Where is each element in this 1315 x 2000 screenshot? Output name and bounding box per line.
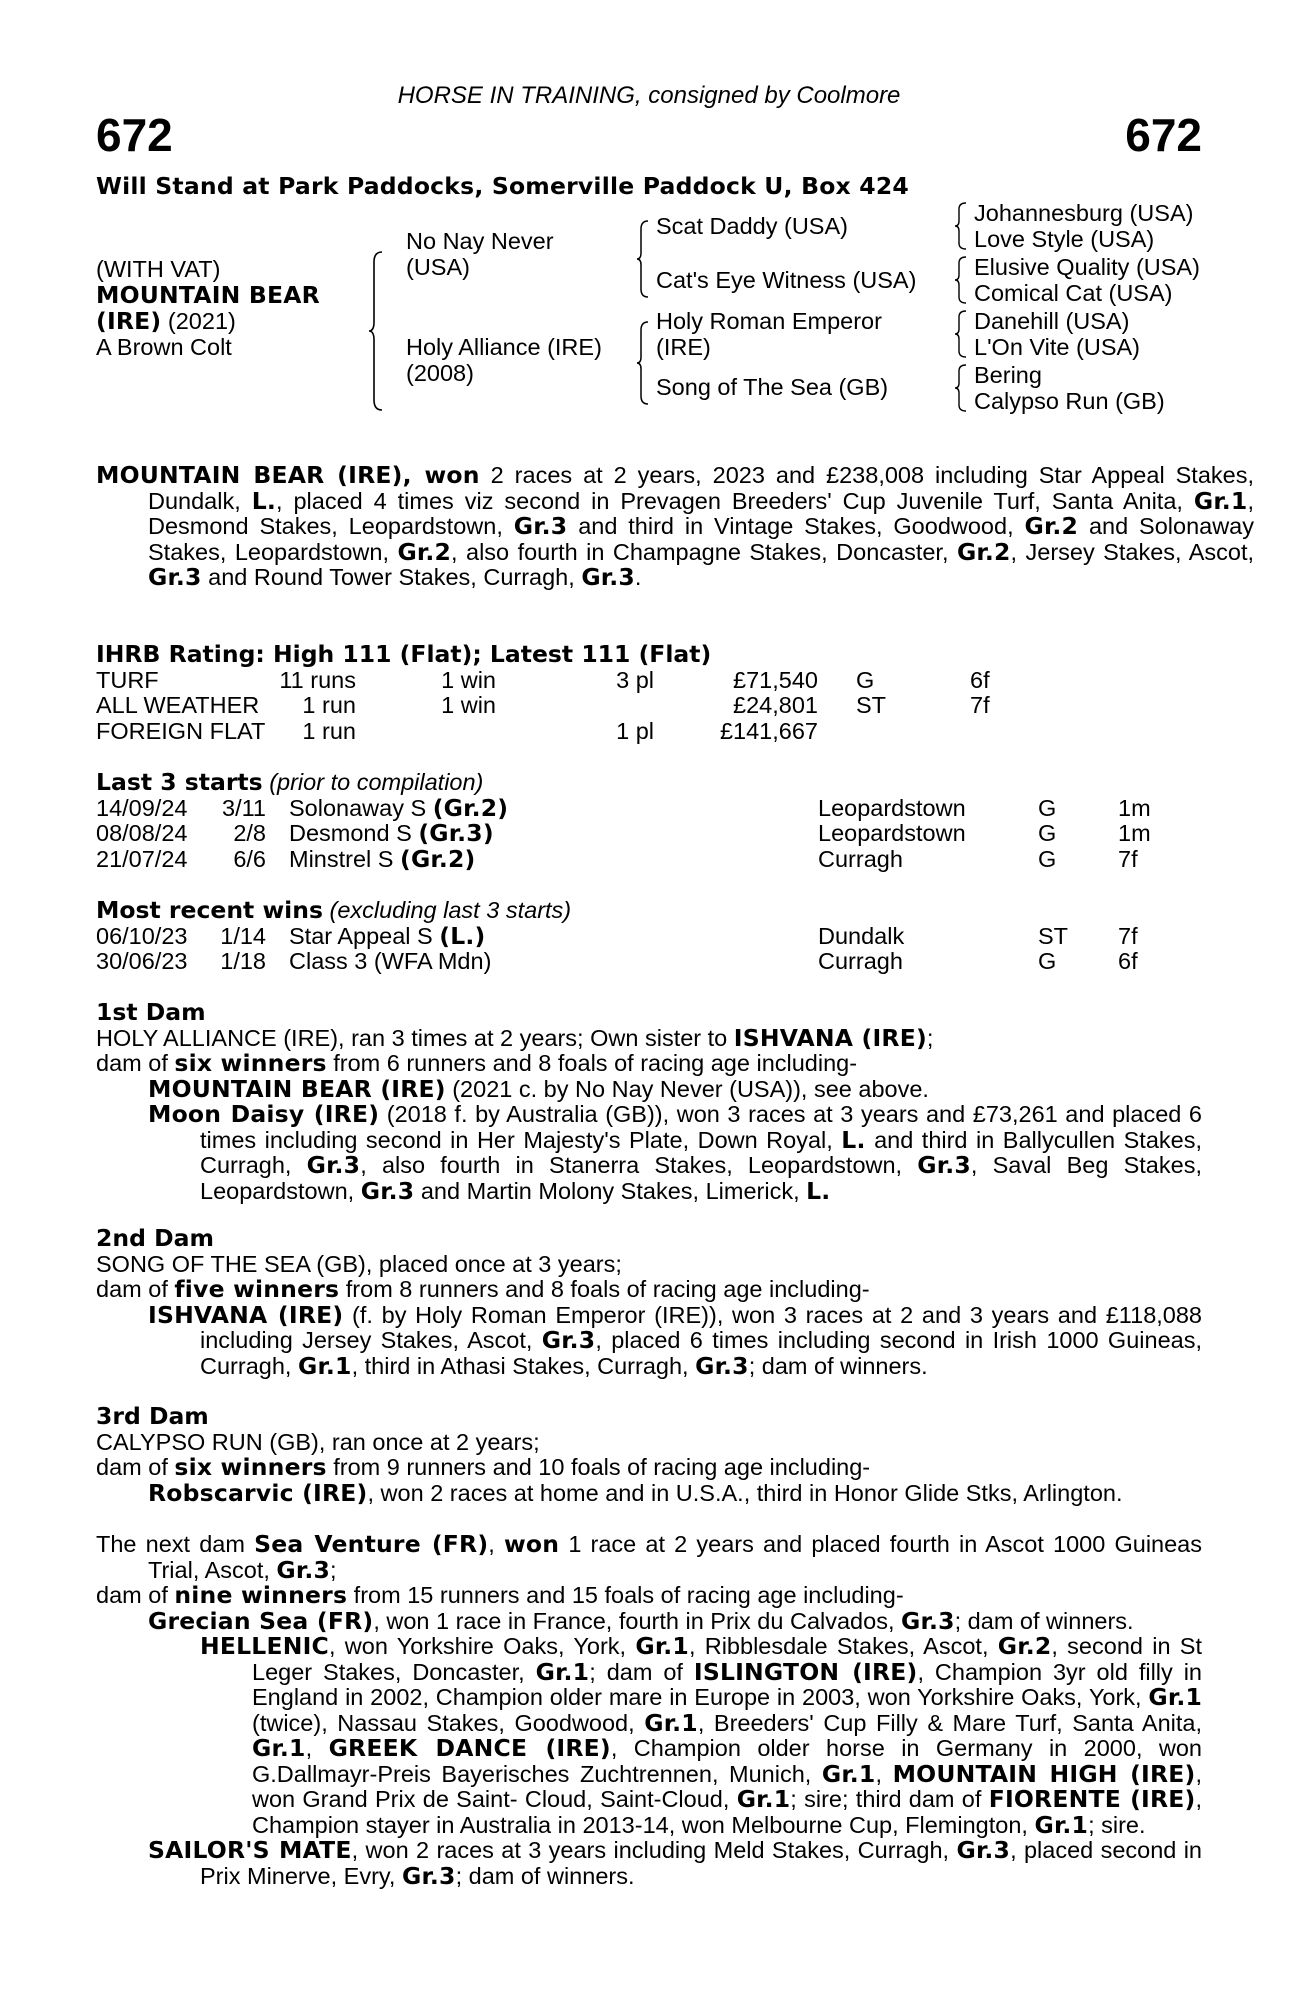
gg-2: Love Style (USA) <box>974 226 1155 252</box>
gg-6: L'On Vite (USA) <box>974 334 1141 360</box>
horse-origin-year: (IRE) (2021) <box>96 307 236 335</box>
brace-sire-side <box>636 219 650 299</box>
rating-row <box>96 719 1202 745</box>
recent-wins-title: Most recent wins (excluding last 3 starts) <box>96 896 572 924</box>
rating-pl: 3 pl <box>616 666 654 693</box>
race-name: Desmond S (Gr.3) <box>289 819 494 847</box>
race-date: 30/06/23 <box>96 948 188 974</box>
rating-wins: 1 win <box>441 692 496 718</box>
race-course: Curragh <box>818 948 903 974</box>
third-dam-title: 3rd Dam <box>96 1402 209 1430</box>
race-summary: MOUNTAIN BEAR (IRE), won 2 races at 2 years, 2023 and £238,008 including Star Appeal Stakes, Dundalk, L., placed 4 times viz second in Prevagen Breeders' Cup Juvenile Turf, Santa Anita, Gr.1, Desmond Stakes, Leopardstown, Gr.3 and third in Vintage Stakes, Goodwood, Gr.2 and Solonaway Stakes, Leopardstown, Gr.2, also fourth in Champagne Stakes, Doncaster, Gr.2, Jersey Stakes, Ascot, Gr.3 and Round Tower Stakes, Curragh, Gr.3. <box>96 461 1255 591</box>
dam-sire: Holy Roman Emperor <box>656 308 882 334</box>
first-dam-foal-1: MOUNTAIN BEAR (IRE) (2021 c. by No Nay Never (USA)), see above. <box>148 1074 929 1103</box>
gg-5: Danehill (USA) <box>974 308 1130 334</box>
rating-prize: £141,667 <box>719 717 818 744</box>
first-dam-title: 1st Dam <box>96 998 206 1026</box>
race-pos: 1/14 <box>220 922 266 949</box>
race-name: Class 3 (WFA Mdn) <box>289 948 492 974</box>
brace-ss <box>954 201 968 251</box>
gg-8: Calypso Run (GB) <box>974 388 1165 414</box>
brace-gen1 <box>368 250 384 412</box>
gg-4: Comical Cat (USA) <box>974 280 1173 306</box>
race-row <box>96 844 1202 873</box>
rating-dist: 6f <box>970 666 990 693</box>
race-dist: 1m <box>1118 794 1151 821</box>
last-starts-title: Last 3 starts (prior to compilation) <box>96 768 484 796</box>
first-dam-foal-2: Moon Daisy (IRE) (2018 f. by Australia (GB)), won 3 races at 3 years and £73,261 and placed 6 times including second in Her Majesty's Plate, Down Royal, L. and third in Ballycullen Stakes, Curragh, Gr.3, also fourth in Stanerra Stakes, Leopardstown, Gr.3, Saval Beg Stakes, Leopardstown, Gr.3 and Martin Molony Stakes, Limerick, L. <box>148 1100 1202 1205</box>
next-dam-section <box>96 1532 1202 1889</box>
race-course: Curragh <box>818 845 903 872</box>
rating-runs: 1 run <box>302 717 356 744</box>
horse-name: MOUNTAIN BEAR <box>96 281 320 309</box>
race-dist: 7f <box>1118 845 1138 872</box>
sire-name: No Nay Never <box>406 228 554 254</box>
last-starts-section <box>96 770 1202 872</box>
lot-number-left: 672 <box>96 109 173 161</box>
rating-section <box>96 642 1202 744</box>
rating-surface: FOREIGN FLAT <box>96 717 266 744</box>
recent-wins-section <box>96 898 1202 975</box>
rating-prize: £71,540 <box>733 666 818 693</box>
first-dam-line: HOLY ALLIANCE (IRE), ran 3 times at 2 years; Own sister to ISHVANA (IRE); <box>96 1023 934 1052</box>
race-going: G <box>1038 820 1057 846</box>
sire-sire: Scat Daddy (USA) <box>656 213 848 239</box>
brace-dam-side <box>636 320 650 406</box>
rating-surface: TURF <box>96 666 159 693</box>
race-dist: 7f <box>1118 922 1138 949</box>
rating-wins: 1 win <box>441 666 496 693</box>
race-date: 14/09/24 <box>96 794 188 821</box>
race-course: Leopardstown <box>818 794 966 821</box>
race-name: Solonaway S (Gr.2) <box>289 793 509 822</box>
race-course: Leopardstown <box>818 820 966 846</box>
race-course: Dundalk <box>818 922 905 949</box>
race-going: ST <box>1038 922 1069 949</box>
race-name: Minstrel S (Gr.2) <box>289 844 476 873</box>
rating-runs: 11 runs <box>279 666 356 693</box>
rating-prize: £24,801 <box>733 692 818 718</box>
rating-dist: 7f <box>970 692 990 718</box>
first-dam-section <box>96 1000 1202 1204</box>
stand-location: Will Stand at Park Paddocks, Somerville Paddock U, Box 424 <box>96 172 909 200</box>
next-dam-grandfoal-hellenic: HELLENIC, won Yorkshire Oaks, York, Gr.1, Ribblesdale Stakes, Ascot, Gr.2, second in St Leger Stakes, Doncaster, Gr.1; dam of ISLINGTON (IRE), Champion 3yr old filly in England in 2002, Champion older mare in Europe in 2003, won Yorkshire Oaks, York, Gr.1 (twice), Nassau Stakes, Goodwood, Gr.1, Breeders' Cup Filly & Mare Turf, Santa Anita, Gr.1, GREEK DANCE (IRE), Champion older horse in Germany in 2000, won G.Dallmayr-Preis Bayerisches Zuchtrennen, Munich, Gr.1, MOUNTAIN HIGH (IRE), won Grand Prix de Saint- Cloud, Saint-Cloud, Gr.1; sire; third dam of FIORENTE (IRE), Champion stayer in Australia in 2013-14, won Melbourne Cup, Flemington, Gr.1; sire. <box>200 1632 1203 1839</box>
race-row <box>96 921 1202 950</box>
pedigree-table <box>96 200 1226 425</box>
race-date: 21/07/24 <box>96 845 188 872</box>
rating-runs: 1 run <box>302 692 356 718</box>
vat-note: (WITH VAT) <box>96 256 221 282</box>
race-pos: 1/18 <box>220 948 266 974</box>
consignor-subtitle: HORSE IN TRAINING, consigned by Coolmore <box>397 82 901 109</box>
race-going: G <box>1038 845 1057 872</box>
rating-surface: ALL WEATHER <box>96 692 260 718</box>
second-dam-title: 2nd Dam <box>96 1224 214 1252</box>
second-dam-produce: dam of five winners from 8 runners and 8 foals of racing age including- <box>96 1275 870 1303</box>
third-dam-foal-1: Robscarvic (IRE), won 2 races at home and in U.S.A., third in Honor Glide Stks, Arlington. <box>148 1478 1123 1507</box>
rating-row <box>96 693 1202 719</box>
race-going: G <box>1038 948 1057 974</box>
second-dam-line: SONG OF THE SEA (GB), placed once at 3 years; <box>96 1250 622 1277</box>
brace-sd <box>954 255 968 305</box>
dam-name: Holy Alliance (IRE) <box>406 334 602 360</box>
race-row <box>96 793 1202 822</box>
rating-going: ST <box>856 692 887 718</box>
rating-pl: 1 pl <box>616 717 654 744</box>
race-date: 08/08/24 <box>96 820 188 846</box>
next-dam-line: The next dam Sea Venture (FR), won 1 race at 2 years and placed fourth in Ascot 1000 Guineas Trial, Ascot, Gr.3; <box>96 1530 1202 1584</box>
dam-sire-origin: (IRE) <box>656 334 711 360</box>
next-dam-foal-grecian-sea: Grecian Sea (FR), won 1 race in France, fourth in Prix du Calvados, Gr.3; dam of winners. <box>148 1606 1134 1635</box>
brace-ds <box>954 309 968 359</box>
race-going: G <box>1038 794 1057 821</box>
next-dam-produce: dam of nine winners from 15 runners and 15 foals of racing age including- <box>96 1581 904 1609</box>
rating-row <box>96 668 1202 694</box>
second-dam-foal-1: ISHVANA (IRE) (f. by Holy Roman Emperor (IRE)), won 3 races at 2 and 3 years and £118,088 including Jersey Stakes, Ascot, Gr.3, placed 6 times including second in Irish 1000 Guineas, Curragh, Gr.1, third in Athasi Stakes, Curragh, Gr.3; dam of winners. <box>148 1300 1203 1380</box>
horse-description: A Brown Colt <box>96 334 232 360</box>
gg-3: Elusive Quality (USA) <box>974 254 1200 280</box>
sire-origin: (USA) <box>406 254 470 280</box>
third-dam-section <box>96 1404 1202 1506</box>
race-name: Star Appeal S (L.) <box>289 921 486 950</box>
dam-dam: Song of The Sea (GB) <box>656 374 889 400</box>
race-date: 06/10/23 <box>96 922 188 949</box>
dam-year: (2008) <box>406 360 474 386</box>
race-pos: 3/11 <box>222 794 266 821</box>
lot-number-right: 672 <box>1125 109 1202 161</box>
third-dam-line: CALYPSO RUN (GB), ran once at 2 years; <box>96 1428 540 1455</box>
race-dist: 1m <box>1118 820 1151 846</box>
race-pos: 2/8 <box>233 820 266 846</box>
brace-dd <box>954 363 968 413</box>
race-dist: 6f <box>1118 948 1138 974</box>
race-pos: 6/6 <box>233 845 266 872</box>
race-row <box>96 949 1202 975</box>
first-dam-produce: dam of six winners from 6 runners and 8 foals of racing age including- <box>96 1049 858 1077</box>
gg-1: Johannesburg (USA) <box>974 200 1194 226</box>
sire-dam: Cat's Eye Witness (USA) <box>656 267 917 293</box>
third-dam-produce: dam of six winners from 9 runners and 10 foals of racing age including- <box>96 1453 871 1481</box>
gg-7: Bering <box>974 362 1042 388</box>
race-row <box>96 821 1202 847</box>
rating-going: G <box>856 666 875 693</box>
next-dam-foal-sailors-mate: SAILOR'S MATE, won 2 races at 3 years including Meld Stakes, Curragh, Gr.3, placed second in Prix Minerve, Evry, Gr.3; dam of winners. <box>148 1836 1203 1890</box>
rating-title: IHRB Rating: High 111 (Flat); Latest 111 (Flat) <box>96 640 712 668</box>
second-dam-section <box>96 1226 1202 1379</box>
